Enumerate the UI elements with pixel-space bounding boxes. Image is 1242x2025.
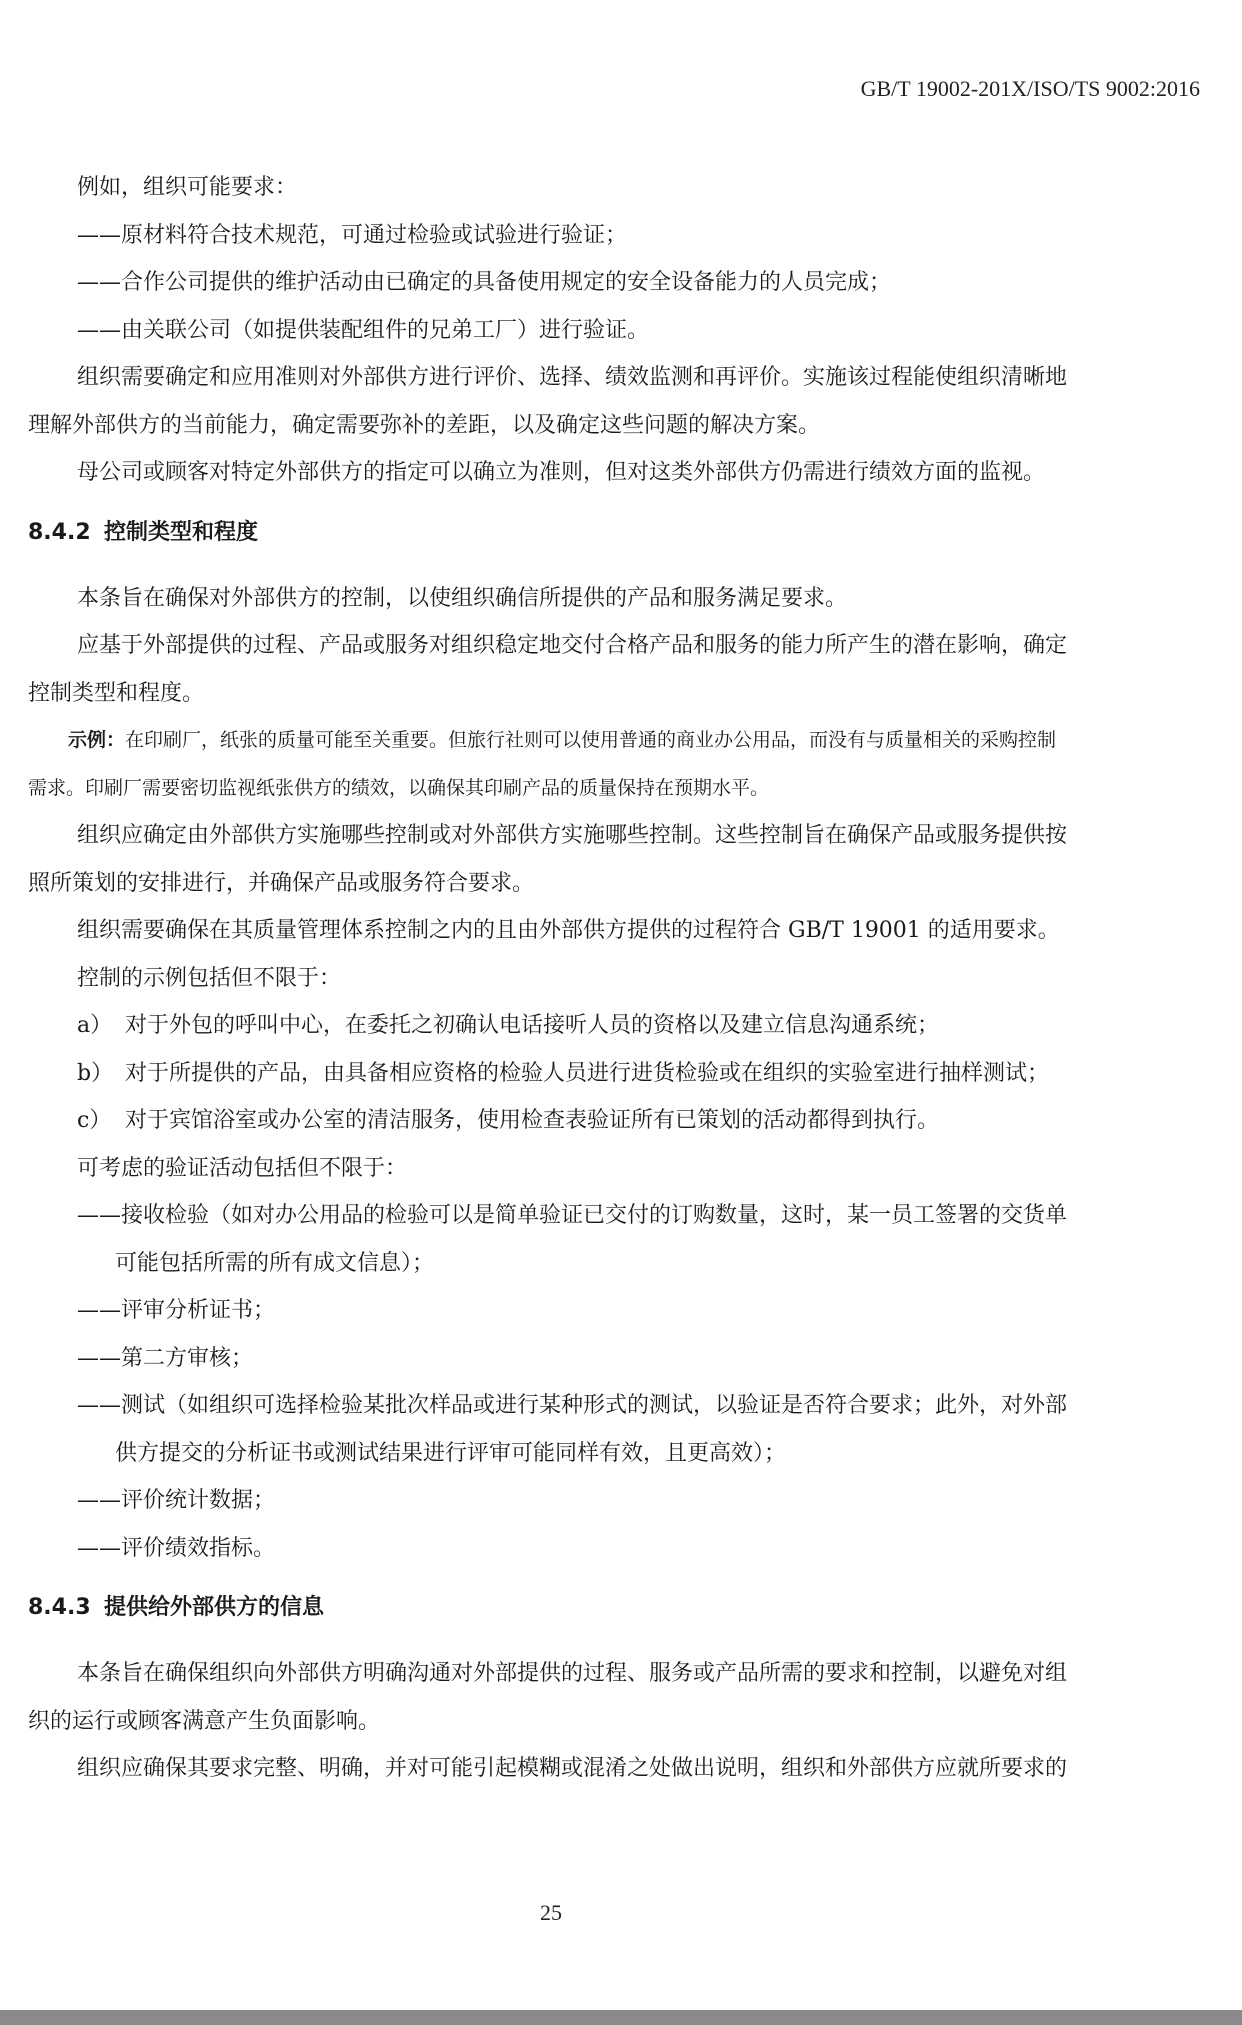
paragraph-continuation: 控制类型和程度。 xyxy=(28,680,205,706)
dash-item: ——第二方审核； xyxy=(77,1345,254,1371)
paragraph: 可考虑的验证活动包括但不限于： xyxy=(77,1155,408,1181)
page-number: 25 xyxy=(540,1900,562,1925)
section-title: 提供给外部供方的信息 xyxy=(104,1595,325,1620)
paragraph-continuation: 织的运行或顾客满意产生负面影响。 xyxy=(28,1708,381,1734)
paragraph-continuation: 理解外部供方的当前能力，确定需要弥补的差距，以及确定这些问题的解决方案。 xyxy=(28,412,821,438)
dash-item: ——原材料符合技术规范，可通过检验或试验进行验证； xyxy=(77,222,628,248)
dash-item: ——评审分析证书； xyxy=(77,1298,276,1323)
paragraph: 本条旨在确保组织向外部供方明确沟通对外部提供的过程、服务或产品所需的要求和控制，以避免对组 xyxy=(77,1661,1068,1686)
paragraph-continuation: 照所策划的安排进行，并确保产品或服务符合要求。 xyxy=(28,870,535,896)
dash-item-continuation: 供方提交的分析证书或测试结果进行评审可能同样有效，且更高效）； xyxy=(115,1440,787,1466)
section-number: 8.4.3 xyxy=(28,1595,91,1620)
example-note-continuation: 需求。印刷厂需要密切监视纸张供方的绩效，以确保其印刷产品的质量保持在预期水平。 xyxy=(28,776,770,799)
section-heading-8-4-3 xyxy=(28,1586,1202,1630)
dash-item: ——评价统计数据； xyxy=(77,1488,276,1513)
paragraph: 母公司或顾客对特定外部供方的指定可以确立为准则，但对这类外部供方仍需进行绩效方面的监视。 xyxy=(77,460,1046,485)
paragraph: 应基于外部提供的过程、产品或服务对组织稳定地交付合格产品和服务的能力所产生的潜在影响，确定 xyxy=(77,633,1068,658)
example-label: 示例： xyxy=(68,729,126,751)
section-heading-8-4-2 xyxy=(28,511,1202,555)
dash-item: ——由关联公司（如提供装配组件的兄弟工厂）进行验证。 xyxy=(77,317,650,343)
dash-item: ——合作公司提供的维护活动由已确定的具备使用规定的安全设备能力的人员完成； xyxy=(77,270,892,295)
paragraph: 组织需要确定和应用准则对外部供方进行评价、选择、绩效监测和再评价。实施该过程能使组织清晰地 xyxy=(77,365,1068,390)
section-title: 控制类型和程度 xyxy=(104,519,259,545)
list-text: 对于所提供的产品，由具备相应资格的检验人员进行进货检验或在组织的实验室进行抽样测试； xyxy=(125,1060,1050,1086)
list-item xyxy=(28,1097,1202,1145)
list-marker: c） xyxy=(77,1108,112,1133)
standard-code: GB/T 19002-201X/ISO/TS 9002:2016 xyxy=(860,76,1200,101)
bottom-edge-bar xyxy=(0,2010,1242,2025)
dash-item: ——接收检验（如对办公用品的检验可以是简单验证已交付的订购数量，这时，某一员工签署的交货单 xyxy=(77,1203,1068,1228)
paragraph: 控制的示例包括但不限于： xyxy=(77,965,342,991)
list-item xyxy=(28,1050,1202,1098)
dash-item-continuation: 可能包括所需的所有成文信息）； xyxy=(115,1250,435,1276)
list-text: 对于外包的呼叫中心，在委托之初确认电话接听人员的资格以及建立信息沟通系统； xyxy=(125,1013,940,1038)
paragraph: 组织需要确保在其质量管理体系控制之内的且由外部供方提供的过程符合 GB/T 19001 的适用要求。 xyxy=(77,918,1060,943)
section-number: 8.4.2 xyxy=(28,519,91,545)
paragraph: 本条旨在确保对外部供方的控制，以使组织确信所提供的产品和服务满足要求。 xyxy=(77,585,848,611)
list-item xyxy=(28,1002,1202,1050)
list-marker: b） xyxy=(77,1060,114,1086)
page-content xyxy=(28,164,1202,1793)
paragraph: 组织应确保其要求完整、明确，并对可能引起模糊或混淆之处做出说明，组织和外部供方应就所要求的 xyxy=(77,1756,1068,1781)
paragraph: 组织应确定由外部供方实施哪些控制或对外部供方实施哪些控制。这些控制旨在确保产品或服务提供按 xyxy=(77,823,1068,848)
dash-item: ——评价绩效指标。 xyxy=(77,1535,276,1561)
list-marker: a） xyxy=(77,1013,113,1038)
example-note xyxy=(28,717,1202,765)
example-text: 在印刷厂，纸张的质量可能至关重要。但旅行社则可以使用普通的商业办公用品，而没有与质量相关的采购控制 xyxy=(125,729,1057,751)
dash-item: ——测试（如组织可选择检验某批次样品或进行某种形式的测试，以验证是否符合要求；此外，对外部 xyxy=(77,1393,1068,1418)
list-text: 对于宾馆浴室或办公室的清洁服务，使用检查表验证所有已策划的活动都得到执行。 xyxy=(125,1108,940,1133)
paragraph: 例如，组织可能要求： xyxy=(77,175,298,200)
